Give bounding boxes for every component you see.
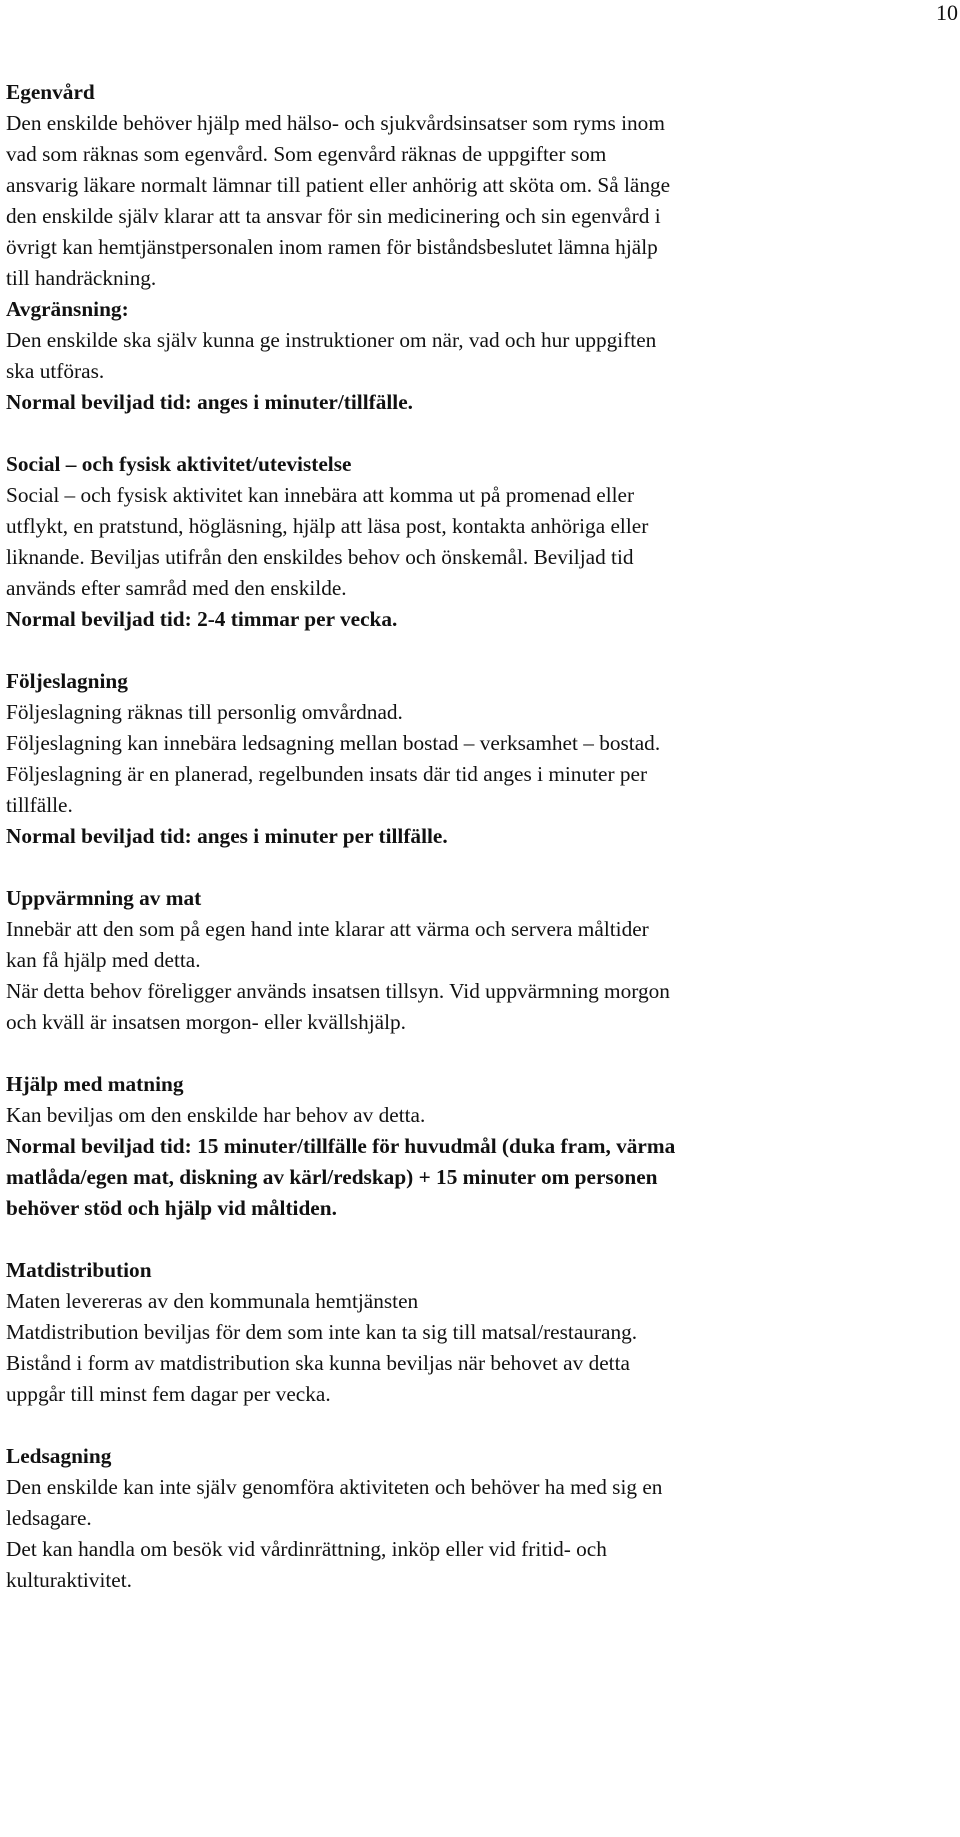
section-egenvard (6, 77, 936, 418)
body-line: Följeslagning räknas till personlig omvårdnad. (6, 700, 403, 724)
body-line: Följeslagning kan innebära ledsagning mellan bostad – verksamhet – bostad. (6, 731, 661, 755)
body-line: och kväll är insatsen morgon- eller kvällshjälp. (6, 1010, 407, 1034)
section-matdistribution (6, 1255, 936, 1410)
body-line: ska utföras. (6, 359, 105, 383)
body-line: ledsagare. (6, 1506, 92, 1530)
body-line: den enskilde själv klarar att ta ansvar för sin medicinering och sin egenvård i (6, 204, 661, 228)
normal-tid: Normal beviljad tid: anges i minuter/tillfälle. (6, 390, 413, 414)
body-line: Den enskilde ska själv kunna ge instruktioner om när, vad och hur uppgiften (6, 328, 657, 352)
document-page (6, 0, 936, 1596)
section-social (6, 449, 936, 635)
body-line: Den enskilde kan inte själv genomföra aktiviteten och behöver ha med sig en (6, 1475, 663, 1499)
body-line: Matdistribution beviljas för dem som inte kan ta sig till matsal/restaurang. (6, 1320, 638, 1344)
body-line: till handräckning. (6, 266, 157, 290)
section-uppvarmning (6, 883, 936, 1038)
body-line: Innebär att den som på egen hand inte klarar att värma och servera måltider (6, 917, 649, 941)
section-matning (6, 1069, 936, 1224)
body-line: används efter samråd med den enskilde. (6, 576, 347, 600)
body-line: vad som räknas som egenvård. Som egenvård räknas de uppgifter som (6, 142, 607, 166)
body-line: Maten levereras av den kommunala hemtjänsten (6, 1289, 419, 1313)
body-line: kulturaktivitet. (6, 1568, 132, 1592)
body-line: Det kan handla om besök vid vårdinrättning, inköp eller vid fritid- och (6, 1537, 607, 1561)
section-heading: Social – och fysisk aktivitet/utevistelse (6, 452, 352, 476)
section-heading: Följeslagning (6, 669, 128, 693)
section-heading: Uppvärmning av mat (6, 886, 202, 910)
subheading: Avgränsning: (6, 297, 129, 321)
body-line: När detta behov föreligger används insatsen tillsyn. Vid uppvärmning morgon (6, 979, 670, 1003)
body-line: Kan beviljas om den enskilde har behov av detta. (6, 1103, 426, 1127)
body-line: Följeslagning är en planerad, regelbunden insats där tid anges i minuter per (6, 762, 648, 786)
page-number: 10 (936, 0, 958, 25)
section-ledsagning (6, 1441, 936, 1596)
body-line: uppgår till minst fem dagar per vecka. (6, 1382, 331, 1406)
body-line: övrigt kan hemtjänstpersonalen inom ramen för biståndsbeslutet lämna hjälp (6, 235, 658, 259)
normal-tid: Normal beviljad tid: 15 minuter/tillfälle för huvudmål (duka fram, värma (6, 1134, 676, 1158)
normal-tid: behöver stöd och hjälp vid måltiden. (6, 1196, 337, 1220)
normal-tid: Normal beviljad tid: anges i minuter per tillfälle. (6, 824, 448, 848)
body-line: utflykt, en pratstund, högläsning, hjälp att läsa post, kontakta anhöriga eller (6, 514, 649, 538)
body-line: tillfälle. (6, 793, 73, 817)
body-line: Den enskilde behöver hjälp med hälso- och sjukvårdsinsatser som ryms inom (6, 111, 665, 135)
section-heading: Egenvård (6, 80, 95, 104)
body-line: ansvarig läkare normalt lämnar till patient eller anhörig att sköta om. Så länge (6, 173, 671, 197)
body-line: Social – och fysisk aktivitet kan innebära att komma ut på promenad eller (6, 483, 635, 507)
section-heading: Hjälp med matning (6, 1072, 184, 1096)
normal-tid: Normal beviljad tid: 2-4 timmar per vecka. (6, 607, 398, 631)
section-heading: Matdistribution (6, 1258, 152, 1282)
normal-tid: matlåda/egen mat, diskning av kärl/redskap) + 15 minuter om personen (6, 1165, 658, 1189)
section-foljeslagning (6, 666, 936, 852)
body-line: Bistånd i form av matdistribution ska kunna beviljas när behovet av detta (6, 1351, 630, 1375)
section-heading: Ledsagning (6, 1444, 112, 1468)
body-line: kan få hjälp med detta. (6, 948, 201, 972)
body-line: liknande. Beviljas utifrån den enskildes behov och önskemål. Beviljad tid (6, 545, 634, 569)
